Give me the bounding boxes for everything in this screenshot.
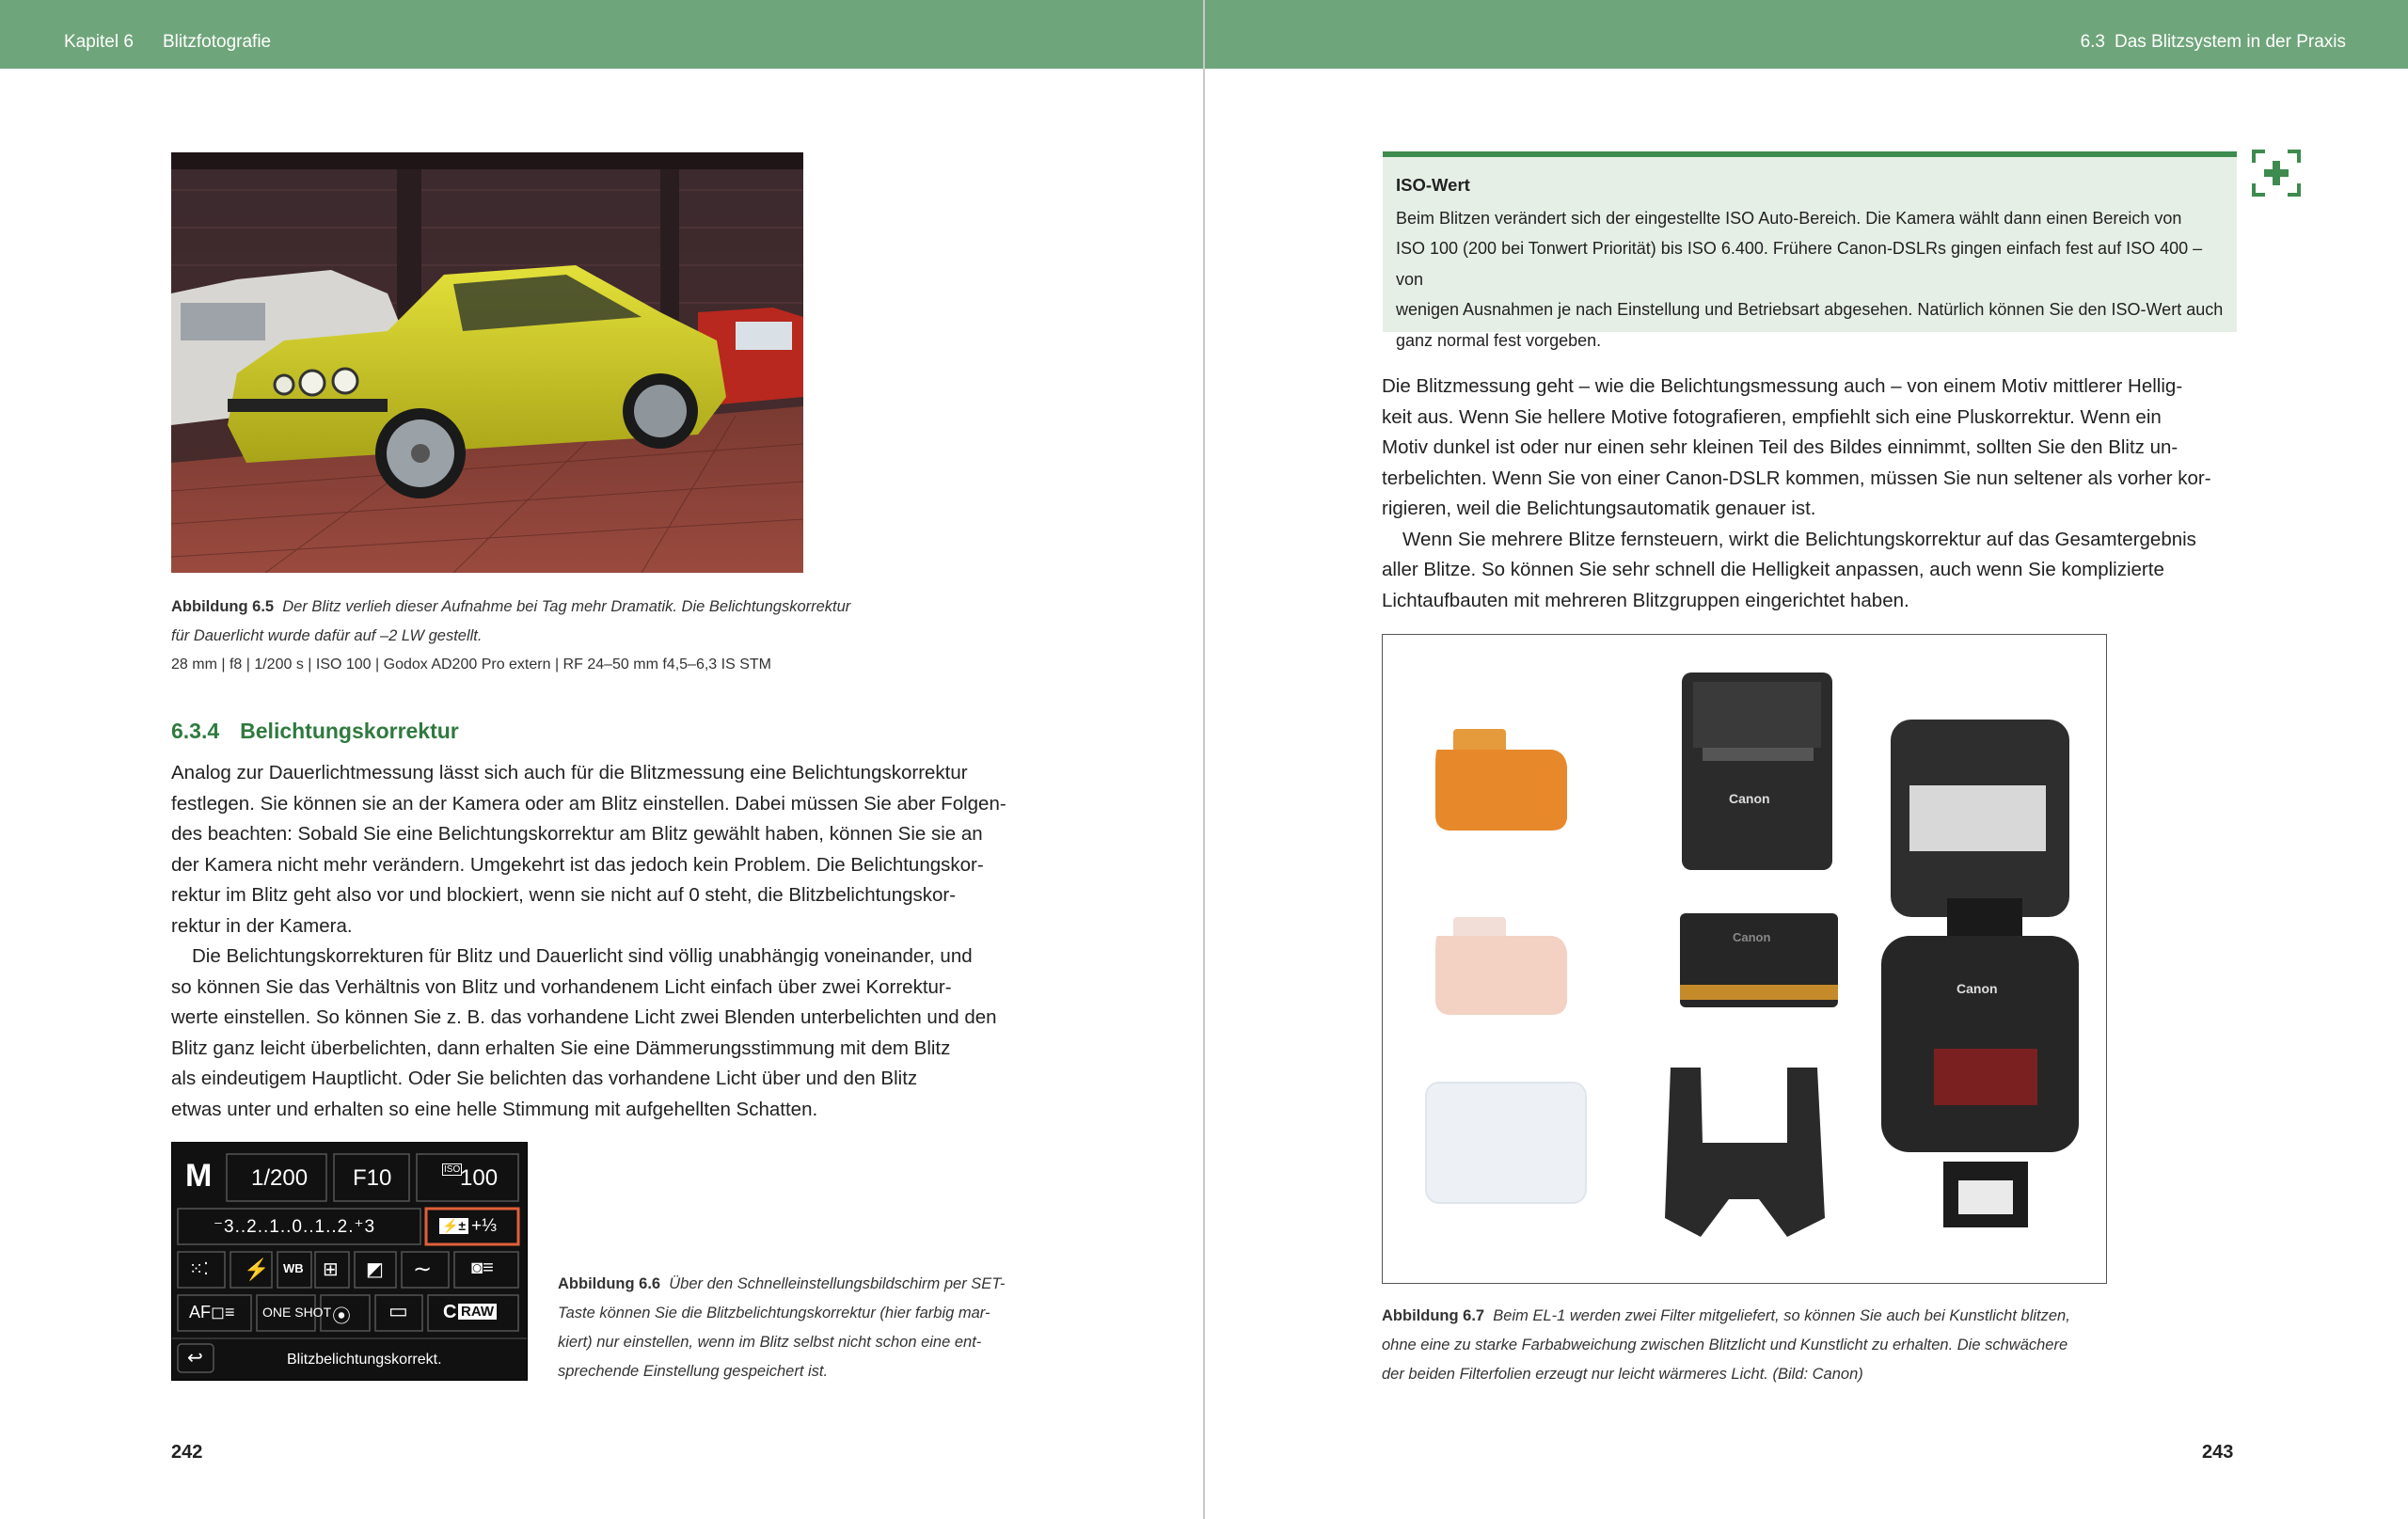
text-line: als eindeutigem Hauptlicht. Oder Sie belichten das vorhandene Licht über und den Blitz xyxy=(171,1068,918,1089)
flash-icon[interactable]: ⚡ xyxy=(244,1258,270,1281)
image-quality-c-icon[interactable]: C xyxy=(443,1302,457,1322)
picture-style-icon[interactable]: ⁙⁚ xyxy=(189,1259,209,1278)
text-line: festlegen. Sie können sie an der Kamera oder am Blitz einstellen. Dabei müssen Sie aber Folgen- xyxy=(171,792,1006,815)
caption-text: Taste können Sie die Blitzbelichtungskorrektur (hier farbig mar- xyxy=(558,1305,990,1321)
text-line: Wenn Sie mehrere Blitze fernsteuern, wirkt die Belichtungskorrektur auf das Gesamtergebnis xyxy=(1402,528,2196,550)
iso-icon: ISO xyxy=(444,1164,461,1175)
aperture-value: F10 xyxy=(353,1165,392,1191)
caption-text: sprechende Einstellung gespeichert ist. xyxy=(558,1363,829,1380)
figure-label: Abbildung 6.7 xyxy=(1382,1307,1485,1324)
camera-quick-control-screen xyxy=(171,1142,528,1381)
iso-value: 100 xyxy=(460,1165,499,1191)
text-line: so können Sie das Verhältnis von Blitz und vorhandenem Licht einfach über zwei Korrektur- xyxy=(171,975,952,998)
figure-label: Abbildung 6.6 xyxy=(558,1275,661,1292)
charger-brand-label: Canon xyxy=(1729,791,1770,806)
battery-brand-label: Canon xyxy=(1733,930,1771,944)
text-line: werte einstellen. So können Sie z. B. das vorhandene Licht zwei Blenden unterbelichten und den xyxy=(171,1006,997,1028)
af-mode-label[interactable]: AF◻≡ xyxy=(189,1303,235,1321)
text-line: aller Blitze. So können Sie sehr schnell die Helligkeit anpassen, auch wenn Sie komplizierte xyxy=(1382,559,2164,580)
metering-icon[interactable]: ∼ xyxy=(413,1257,433,1282)
text-line: ganz normal fest vorgeben. xyxy=(1396,330,1602,350)
text-line: etwas unter und erhalten so eine helle Stimmung mit aufgehellten Schatten. xyxy=(171,1098,818,1120)
section-number: 6.3.4 xyxy=(171,719,220,743)
page-number: 242 xyxy=(171,1442,203,1463)
paragraph xyxy=(1382,372,2238,525)
text-line: ISO 100 (200 bei Tonwert Priorität) bis ISO 6.400. Frühere Canon-DSLRs gingen einfach fest auf ISO 400 – von xyxy=(1396,239,2203,289)
drive-mode-label[interactable]: ONE SHOT xyxy=(262,1305,332,1320)
caption-text: ohne eine zu starke Farbabweichung zwischen Blitzlicht und Kunstlicht zu erhalten. Die schwächere xyxy=(1382,1337,2068,1353)
left-page xyxy=(0,0,1203,1519)
text-line: Die Belichtungskorrekturen für Blitz und Dauerlicht sind völlig unabhängig voneinander, und xyxy=(192,945,973,967)
flash-accessories-photo xyxy=(1382,634,2107,1284)
text-line: Analog zur Dauerlichtmessung lässt sich auch für die Blitzmessung eine Belichtungskorrektur xyxy=(171,762,968,783)
body-text-right xyxy=(1382,372,2238,616)
paragraph xyxy=(171,941,1027,1125)
body-text-left xyxy=(171,758,1027,1125)
shutter-speed: 1/200 xyxy=(251,1165,309,1191)
text-line: Beim Blitzen verändert sich der eingestellte ISO Auto-Bereich. Die Kamera wählt dann einen Bereich von xyxy=(1396,208,2182,228)
paragraph xyxy=(1382,525,2238,617)
section-title-header: Das Blitzsystem in der Praxis xyxy=(2114,32,2346,52)
raw-label[interactable]: RAW xyxy=(458,1304,497,1320)
section-heading xyxy=(171,719,459,744)
metering-mode-icon[interactable]: ⦿ xyxy=(332,1306,351,1327)
flash-brand-label: Canon xyxy=(1956,981,1998,996)
caption-text: Beim EL-1 werden zwei Filter mitgeliefert, so können Sie auch bei Kunstlicht blitzen, xyxy=(1493,1307,2070,1324)
text-line: der Kamera nicht mehr verändern. Umgekehrt ist das jedoch kein Problem. Die Belichtungskor- xyxy=(171,853,984,876)
screen-status-label: Blitzbelichtungskorrekt. xyxy=(287,1352,442,1368)
figure-6-5-specs: 28 mm | f8 | 1/200 s | ISO 100 | Godox AD200 Pro extern | RF 24–50 mm f4,5–6,3 IS STM xyxy=(171,657,771,672)
figure-label: Abbildung 6.5 xyxy=(171,598,275,615)
text-line: rektur im Blitz geht also vor und blockiert, wenn sie nicht auf 0 steht, die Blitzbelichtungskor- xyxy=(171,884,957,906)
figure-6-5-caption xyxy=(171,593,905,651)
car-photo xyxy=(171,152,803,573)
alo-icon[interactable]: ◩ xyxy=(366,1259,384,1280)
text-line: des beachten: Sobald Sie eine Belichtungskorrektur am Blitz gewählt haben, können Sie sie an xyxy=(171,823,983,845)
caption-text: kiert) nur einstellen, wenn im Blitz selbst nicht schon eine ent- xyxy=(558,1334,982,1351)
wb-shift-icon[interactable]: ⊞ xyxy=(323,1259,339,1280)
chapter-title: Blitzfotografie xyxy=(163,32,272,52)
section-number-header: 6.3 xyxy=(2080,32,2105,52)
drive-icon[interactable]: ◙≡ xyxy=(471,1258,494,1278)
caption-text: der beiden Filterfolien erzeugt nur leicht wärmeres Licht. (Bild: Canon) xyxy=(1382,1366,1863,1383)
infobox-title: ISO-Wert xyxy=(1396,175,1470,195)
caption-text: Der Blitz verlieh dieser Aufnahme bei Tag mehr Dramatik. Die Belichtungskorrektur xyxy=(282,598,851,615)
text-line: terbelichten. Wenn Sie von einer Canon-DSLR kommen, müssen Sie nun seltener als vorher kor- xyxy=(1382,467,2211,489)
text-line: Lichtaufbauten mit mehreren Blitzgruppen eingerichtet haben. xyxy=(1382,589,1909,611)
text-line: Blitz ganz leicht überbelichten, dann erhalten Sie eine Dämmerungsstimmung mit dem Blitz xyxy=(171,1036,951,1059)
page-number: 243 xyxy=(2202,1442,2234,1463)
aspect-ratio-icon[interactable]: ▭ xyxy=(388,1299,408,1322)
paragraph xyxy=(171,758,1027,941)
back-icon[interactable]: ↩ xyxy=(187,1348,203,1369)
white-balance-icon[interactable]: WB xyxy=(283,1261,304,1275)
section-title: Belichtungskorrektur xyxy=(240,719,459,743)
figure-6-6-caption xyxy=(558,1270,1038,1386)
page-header xyxy=(0,0,1203,69)
figure-6-7-caption xyxy=(1382,1302,2162,1389)
caption-text: für Dauerlicht wurde dafür auf –2 LW gestellt. xyxy=(171,627,483,644)
text-line: keit aus. Wenn Sie hellere Motive fotografieren, empfiehlt sich eine Pluskorrektur. Wenn ein xyxy=(1382,405,2162,428)
chapter-label: Kapitel 6 xyxy=(64,32,134,52)
text-line: Die Blitzmessung geht – wie die Belichtungsmessung auch – von einem Motiv mittlerer Hellig- xyxy=(1382,375,2183,397)
expand-plus-icon xyxy=(2252,150,2301,197)
caption-text: Über den Schnelleinstellungsbildschirm per SET- xyxy=(669,1275,1006,1292)
exposure-scale: ⁻3..2..1..0..1..2.⁺3 xyxy=(214,1217,376,1237)
text-line: wenigen Ausnahmen je nach Einstellung und Betriebsart abgesehen. Natürlich können Sie den ISO-Wert auch xyxy=(1396,300,2224,319)
flash-comp-value: +⅓ xyxy=(471,1216,497,1236)
mode-indicator: M xyxy=(185,1158,213,1194)
page-header xyxy=(1205,0,2408,69)
flash-comp-icon: ⚡± xyxy=(439,1218,468,1234)
text-line: rektur in der Kamera. xyxy=(171,914,353,937)
text-line: rigieren, weil die Belichtungsautomatik genauer ist. xyxy=(1382,498,1816,519)
text-line: Motiv dunkel ist oder nur einen sehr kleinen Teil des Bildes einnimmt, sollten Sie den Blitz un- xyxy=(1382,436,2178,458)
iso-info-box xyxy=(1383,151,2237,350)
